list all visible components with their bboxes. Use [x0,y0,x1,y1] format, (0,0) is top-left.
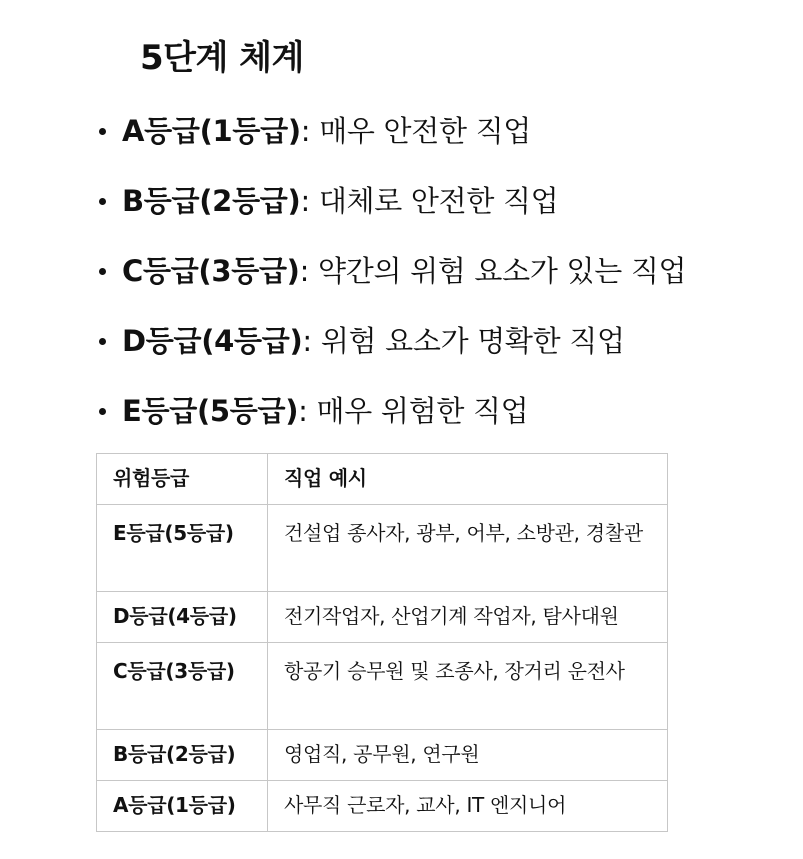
examples-cell: 항공기 승무원 및 조종사, 장거리 운전사 [268,643,668,730]
grade-name: E등급(5등급) [122,394,299,428]
examples-cell: 전기작업자, 산업기계 작업자, 탐사대원 [268,592,668,643]
grade-line [122,181,558,221]
list-item [0,96,780,166]
examples-cell: 건설업 종사자, 광부, 어부, 소방관, 경찰관 [268,505,668,592]
bullet-icon [99,338,106,345]
grade-line [122,111,531,151]
list-item [0,306,780,376]
grade-cell: C등급(3등급) [97,643,268,730]
grade-name: C등급(3등급) [122,254,300,288]
grade-description: 매우 위험한 직업 [316,394,529,428]
grade-line [122,321,625,361]
grade-cell: A등급(1등급) [97,781,268,832]
column-header-examples: 직업 예시 [268,454,668,505]
grade-description: 약간의 위험 요소가 있는 직업 [318,254,687,288]
grade-name: D등급(4등급) [122,324,303,358]
grade-separator: : [298,394,317,428]
column-header-grade: 위험등급 [97,454,268,505]
page-title: 5단계 체계 [140,38,304,78]
grade-separator: : [299,254,319,288]
bullet-icon [99,198,106,205]
grade-description: 대체로 안전한 직업 [318,184,559,218]
table-row [97,592,668,643]
risk-grade-table-container [96,453,668,832]
list-item [0,236,780,306]
table-row [97,505,668,592]
grade-separator: : [300,184,319,218]
grade-line [122,251,686,291]
grade-separator: : [302,324,321,358]
list-item [0,166,780,236]
grade-line [122,391,528,431]
grade-cell: D등급(4등급) [97,592,268,643]
grade-cell: B등급(2등급) [97,730,268,781]
grade-name: B등급(2등급) [122,184,301,218]
list-item [0,376,780,446]
examples-cell: 사무직 근로자, 교사, IT 엔지니어 [268,781,668,832]
grade-description: 매우 안전한 직업 [319,114,532,148]
bullet-icon [99,128,106,135]
examples-cell: 영업직, 공무원, 연구원 [268,730,668,781]
grade-description: 위험 요소가 명확한 직업 [320,324,625,358]
bullet-icon [99,268,106,275]
risk-grade-table [96,453,668,832]
table-row [97,730,668,781]
grade-cell: E등급(5등급) [97,505,268,592]
bullet-icon [99,408,106,415]
table-header-row [97,454,668,505]
grade-separator: : [300,114,320,148]
table-row [97,781,668,832]
table-row [97,643,668,730]
grade-name: A등급(1등급) [122,114,301,148]
